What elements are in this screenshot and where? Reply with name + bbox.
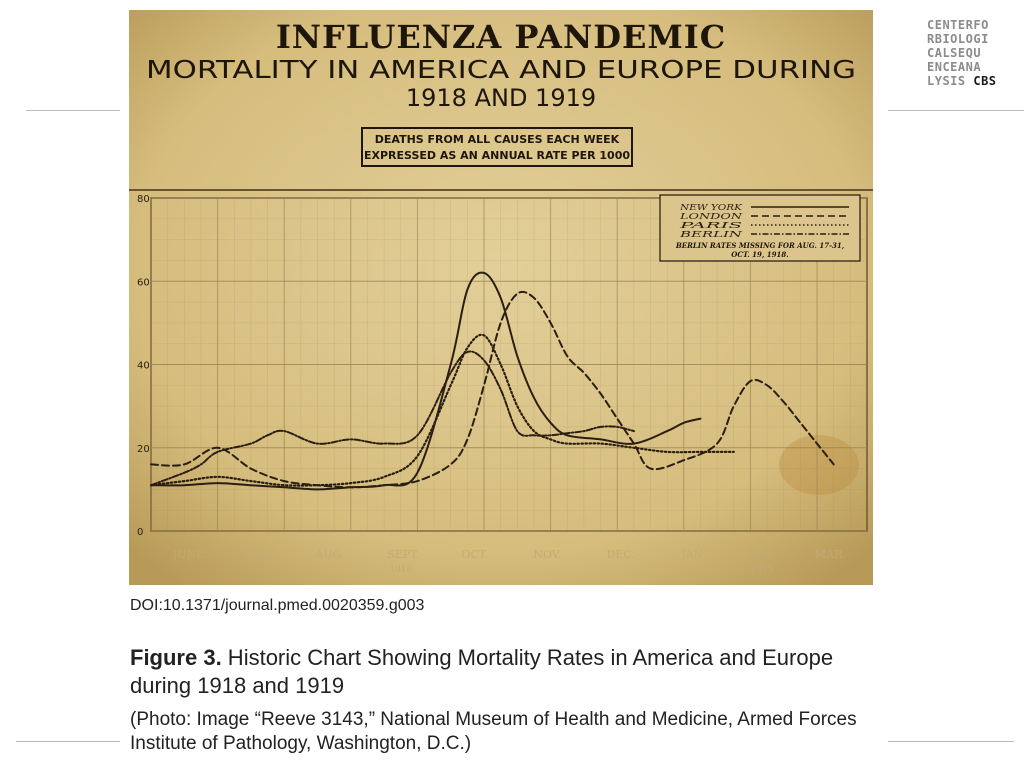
x-year-label: 1918	[389, 565, 413, 575]
logo-line: CENTERFO	[927, 18, 989, 32]
chart-note-line-2: EXPRESSED AS AN ANNUAL RATE PER 1000	[363, 149, 631, 162]
y-tick-label: 60	[137, 277, 150, 289]
legend-footnote-line-2: OCT. 19, 1918.	[731, 250, 789, 259]
x-month-label: AUG.	[315, 548, 345, 561]
historic-chart-photo	[129, 10, 873, 585]
x-month-label: SEPT.	[387, 548, 420, 561]
cbs-logo	[927, 18, 1017, 88]
figure-caption	[130, 644, 890, 700]
x-month-label: OCT.	[461, 548, 489, 561]
divider-rule	[16, 741, 120, 742]
divider-rule	[26, 110, 120, 111]
logo-line: CALSEQU	[927, 46, 982, 60]
logo-line: LYSIS	[927, 74, 966, 88]
x-month-label: NOV.	[533, 548, 562, 561]
y-tick-label: 80	[137, 194, 150, 205]
legend-label: LONDON	[678, 212, 744, 221]
x-year-label: 1919	[750, 565, 774, 575]
legend-footnote-line-1: BERLIN RATES MISSING FOR AUG. 17-31,	[675, 241, 845, 250]
y-tick-label: 40	[137, 360, 150, 372]
legend-label: NEW YORK	[678, 203, 744, 212]
x-month-label: JUNE	[172, 548, 205, 561]
figure-label: Figure 3.	[130, 645, 222, 670]
logo-line-last	[927, 74, 1017, 88]
logo-line: RBIOLOGI	[927, 32, 989, 46]
photo-credit: (Photo: Image “Reeve 3143,” National Museum of Health and Medicine, Armed Forces Institute of Pathology, Washington, D.C.)	[130, 709, 857, 754]
logo-mark: CBS	[973, 74, 997, 88]
doi-text: DOI:10.1371/journal.pmed.0020359.g003	[130, 597, 425, 614]
chart-subtitle-line-1: MORTALITY IN AMERICA AND EUROPE DURING	[146, 55, 856, 84]
figure-caption-text: Historic Chart Showing Mortality Rates in America and Europe during 1918 and 1919	[130, 645, 834, 698]
divider-rule	[888, 110, 1024, 111]
legend-label: PARIS	[677, 221, 744, 230]
chart-note-line-1: DEATHS FROM ALL CAUSES EACH WEEK	[374, 133, 620, 146]
x-month-label: JULY	[245, 548, 274, 561]
x-month-label: MAR.	[814, 548, 846, 561]
y-tick-label: 20	[137, 443, 150, 455]
paper-stain	[779, 435, 859, 495]
x-month-label: JAN.	[681, 548, 707, 561]
logo-line: ENCEANA	[927, 60, 982, 74]
x-month-label: DEC.	[606, 548, 635, 561]
chart-title: INFLUENZA PANDEMIC	[275, 18, 727, 56]
legend-label: BERLIN	[678, 230, 744, 239]
mortality-chart	[129, 10, 873, 585]
chart-subtitle-line-2: 1918 AND 1919	[405, 84, 597, 112]
divider-rule	[888, 741, 1014, 742]
y-tick-label: 0	[137, 527, 144, 538]
legend	[660, 195, 860, 261]
x-month-label: FEB.	[748, 548, 776, 561]
